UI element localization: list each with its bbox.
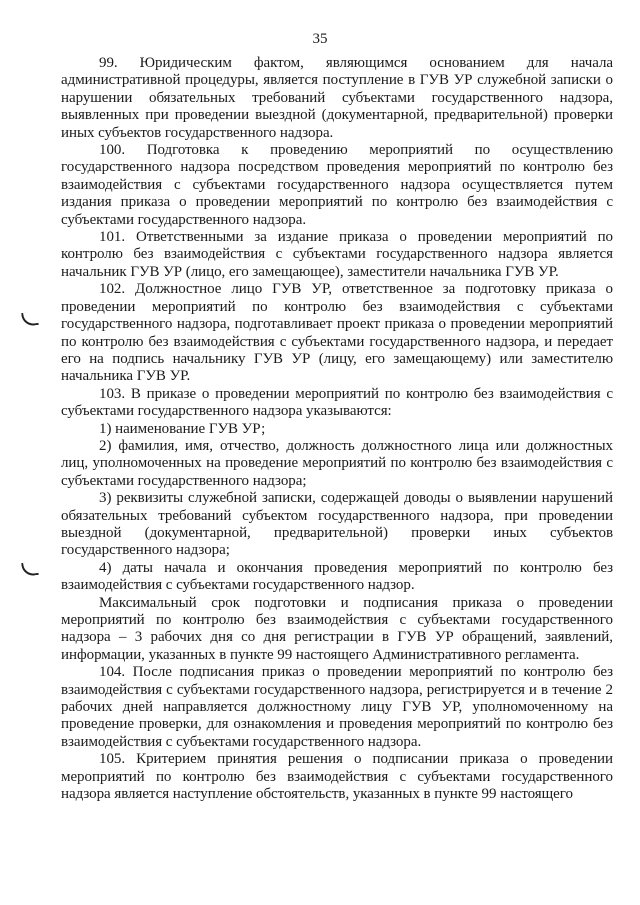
- list-item-3: 3) реквизиты служебной записки, содержащей доводы о выявлении нарушений обязательных требований субъектом государственного надзора, при проведении выездной (документарной, предварительной) проверки иных субъектов государственного надзора;: [61, 490, 613, 559]
- list-item-1: 1) наименование ГУВ УР;: [99, 420, 266, 437]
- paragraph-99: 99. Юридическим фактом, являющимся основанием для начала административной процедуры, является поступление в ГУВ УР служебной записки о нарушении обязательных требований субъектами государственного надзора, выявленных при проведении выездной (документарной, предварительной) проверки иных субъектов государственного надзора.: [61, 55, 613, 141]
- paragraph-101: 101. Ответственными за издание приказа о проведении мероприятий по контролю без взаимодействия с субъектами государственного надзора является начальник ГУВ УР (лицо, его замещающее), заместители начальника ГУВ УР.: [61, 229, 613, 280]
- margin-mark: [21, 311, 39, 327]
- list-item-4: 4) даты начала и окончания проведения мероприятий по контролю без взаимодействия с субъектами государственного надзор.: [61, 559, 613, 594]
- paragraph-105: 105. Критерием принятия решения о подписании приказа о проведении мероприятий по контролю без взаимодействия с субъектами государственного надзора является наступление обстоятельств, указанных в пункте 99 настоящего: [61, 751, 613, 803]
- list-item-2: 2) фамилия, имя, отчество, должность должностного лица или должностных лиц, уполномоченных на проведение мероприятий по контролю без взаимодействия с субъектами государственного надзора;: [61, 437, 613, 489]
- paragraph-100: 100. Подготовка к проведению мероприятий по осуществлению государственного надзора посредством проведения мероприятий по контролю без взаимодействия с субъектами государственного надзора осуществляется путем издания приказа о проведении мероприятий по контролю без взаимодействия с субъектами государственного надзора.: [61, 142, 613, 228]
- paragraph-104: 104. После подписания приказ о проведении мероприятий по контролю без взаимодействия с субъектами государственного надзора, регистрируется и в течение 2 рабочих дней направляется должностному лицу ГУВ УР, уполномоченному на проведение проверки, для ознакомления и проведения мероприятий по контролю без взаимодействия с субъектами государственного надзора.: [61, 664, 613, 750]
- paragraph-max-term: Максимальный срок подготовки и подписания приказа о проведении мероприятий по контролю без взаимодействия с субъектами государственного надзора – 3 рабочих дня со дня регистрации в ГУВ УР обращений, заявлений, информации, указанных в пункте 99 настоящего Административного регламента.: [61, 594, 613, 663]
- page-number: 35: [312, 31, 328, 47]
- margin-mark: [21, 561, 39, 577]
- paragraph-103: 103. В приказе о проведении мероприятий по контролю без взаимодействия с субъектами государственного надзора указываются:: [61, 385, 613, 420]
- paragraph-102: 102. Должностное лицо ГУВ УР, ответственное за подготовку приказа о проведении мероприятий по контролю без взаимодействия с субъектами государственного надзора, подготавливает проект приказа о проведении мероприятий по контролю без взаимодействия с субъектами государственного надзора, и передает его на подпись начальнику ГУВ УР (лицу, его замещающему) или заместителю начальника ГУВ УР.: [61, 281, 613, 385]
- document-body: [61, 55, 613, 803]
